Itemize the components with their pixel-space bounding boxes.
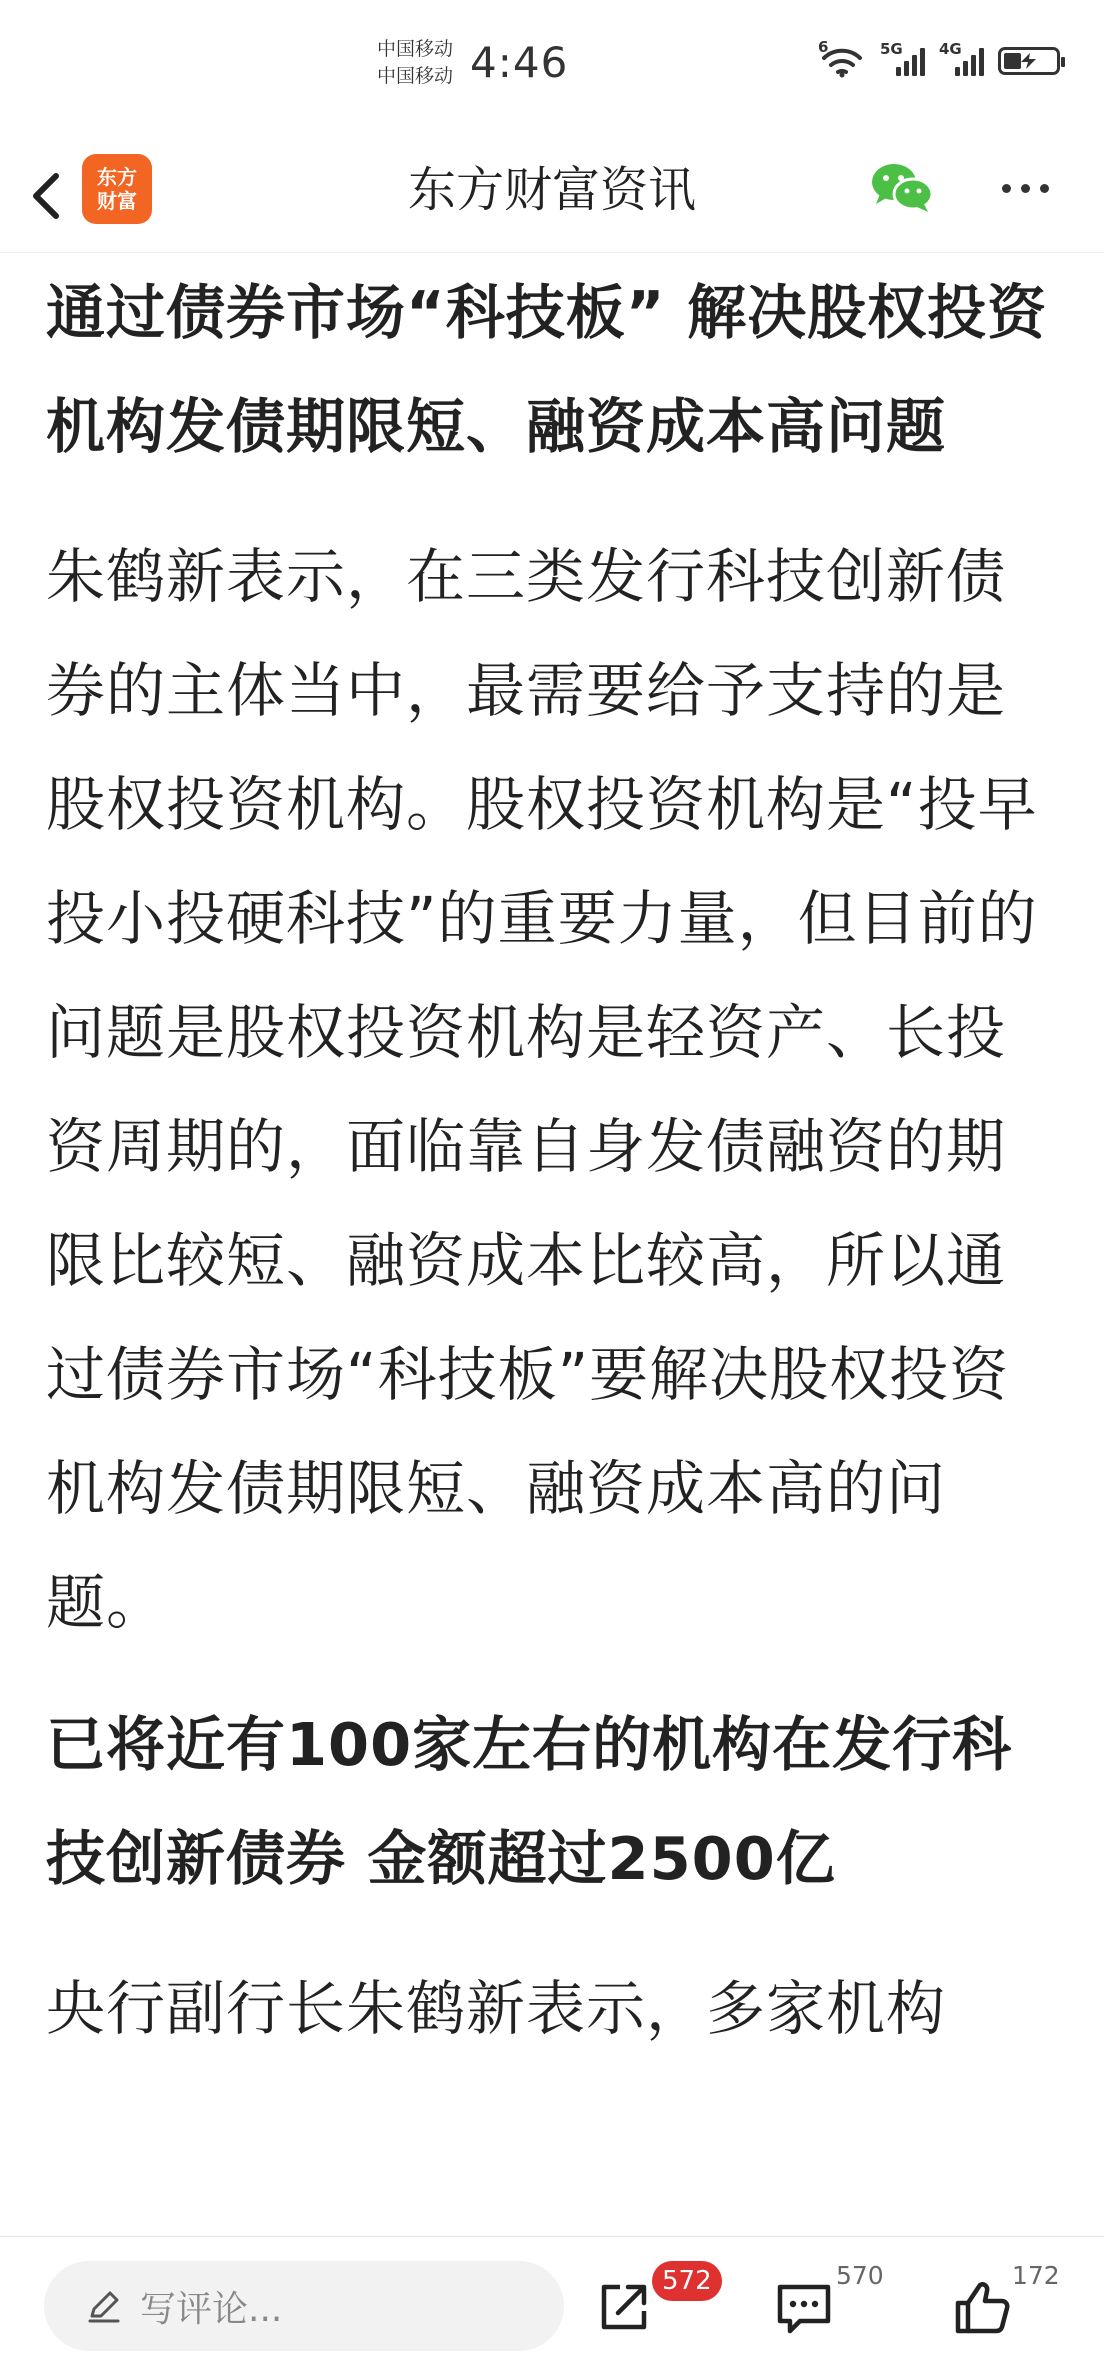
logo-line-1: 东方 — [97, 165, 137, 189]
pencil-icon — [84, 2286, 124, 2326]
section-heading-1: 通过债券市场“科技板” 解决股权投资机构发债期限短、融资成本高问题 — [46, 278, 1048, 461]
comment-input[interactable] — [44, 2261, 564, 2351]
share-count-badge: 572 — [652, 2261, 722, 2301]
comment-count: 570 — [836, 2261, 884, 2290]
like-count: 172 — [1012, 2261, 1060, 2290]
status-time: 4:46 — [470, 38, 569, 87]
page-title: 东方财富资讯 — [407, 162, 696, 218]
logo-line-2: 财富 — [97, 189, 137, 213]
share-icon — [594, 2277, 654, 2337]
like-button[interactable] — [952, 2277, 1012, 2337]
thumbs-up-icon — [952, 2277, 1012, 2337]
article-paragraph-1: 朱鹤新表示，在三类发行科技创新债券的主体当中，最需要给予支持的是股权投资机构。股权投资机构是“投早投小投硬科技”的重要力量，但目前的问题是股权投资机构是轻资产、长投资周期的，面临靠自身发债融资的期限比较短、融资成本比较高，所以通过债券市场“科技板”要解决股权投资机构发债期限短、融资成本高的问题。 — [46, 542, 1038, 1637]
wifi-icon — [818, 38, 866, 78]
section-heading-2: 已将近有100家左右的机构在发行科技创新债券 金额超过2500亿 — [46, 1710, 1013, 1893]
wechat-icon — [870, 160, 934, 216]
bottom-action-bar — [0, 2236, 1104, 2377]
article-paragraph-2: 央行副行长朱鹤新表示，多家机构 — [46, 1974, 947, 2043]
wifi-label: 6 — [818, 38, 829, 56]
comment-placeholder: 写评论... — [140, 2288, 283, 2330]
status-bar — [0, 0, 1104, 140]
carrier-1: 中国移动 — [377, 38, 454, 60]
comment-bubble-icon — [774, 2277, 834, 2337]
wechat-share-button[interactable] — [870, 160, 934, 216]
carrier-labels — [377, 36, 453, 90]
status-icons — [818, 38, 1060, 78]
share-button[interactable] — [594, 2277, 654, 2337]
more-dot-icon — [1021, 184, 1030, 193]
carrier-2: 中国移动 — [377, 65, 454, 87]
more-dot-icon — [1040, 184, 1049, 193]
more-options-button[interactable] — [995, 160, 1055, 216]
signal-5g-label: 5G — [880, 40, 903, 58]
signal-5g-icon — [880, 40, 925, 76]
signal-4g-icon — [939, 40, 984, 76]
article-body — [46, 256, 1058, 2066]
nav-bar — [0, 140, 1104, 253]
more-dot-icon — [1002, 184, 1011, 193]
signal-4g-label: 4G — [939, 40, 962, 58]
battery-icon — [998, 47, 1060, 75]
comments-button[interactable] — [774, 2277, 834, 2337]
